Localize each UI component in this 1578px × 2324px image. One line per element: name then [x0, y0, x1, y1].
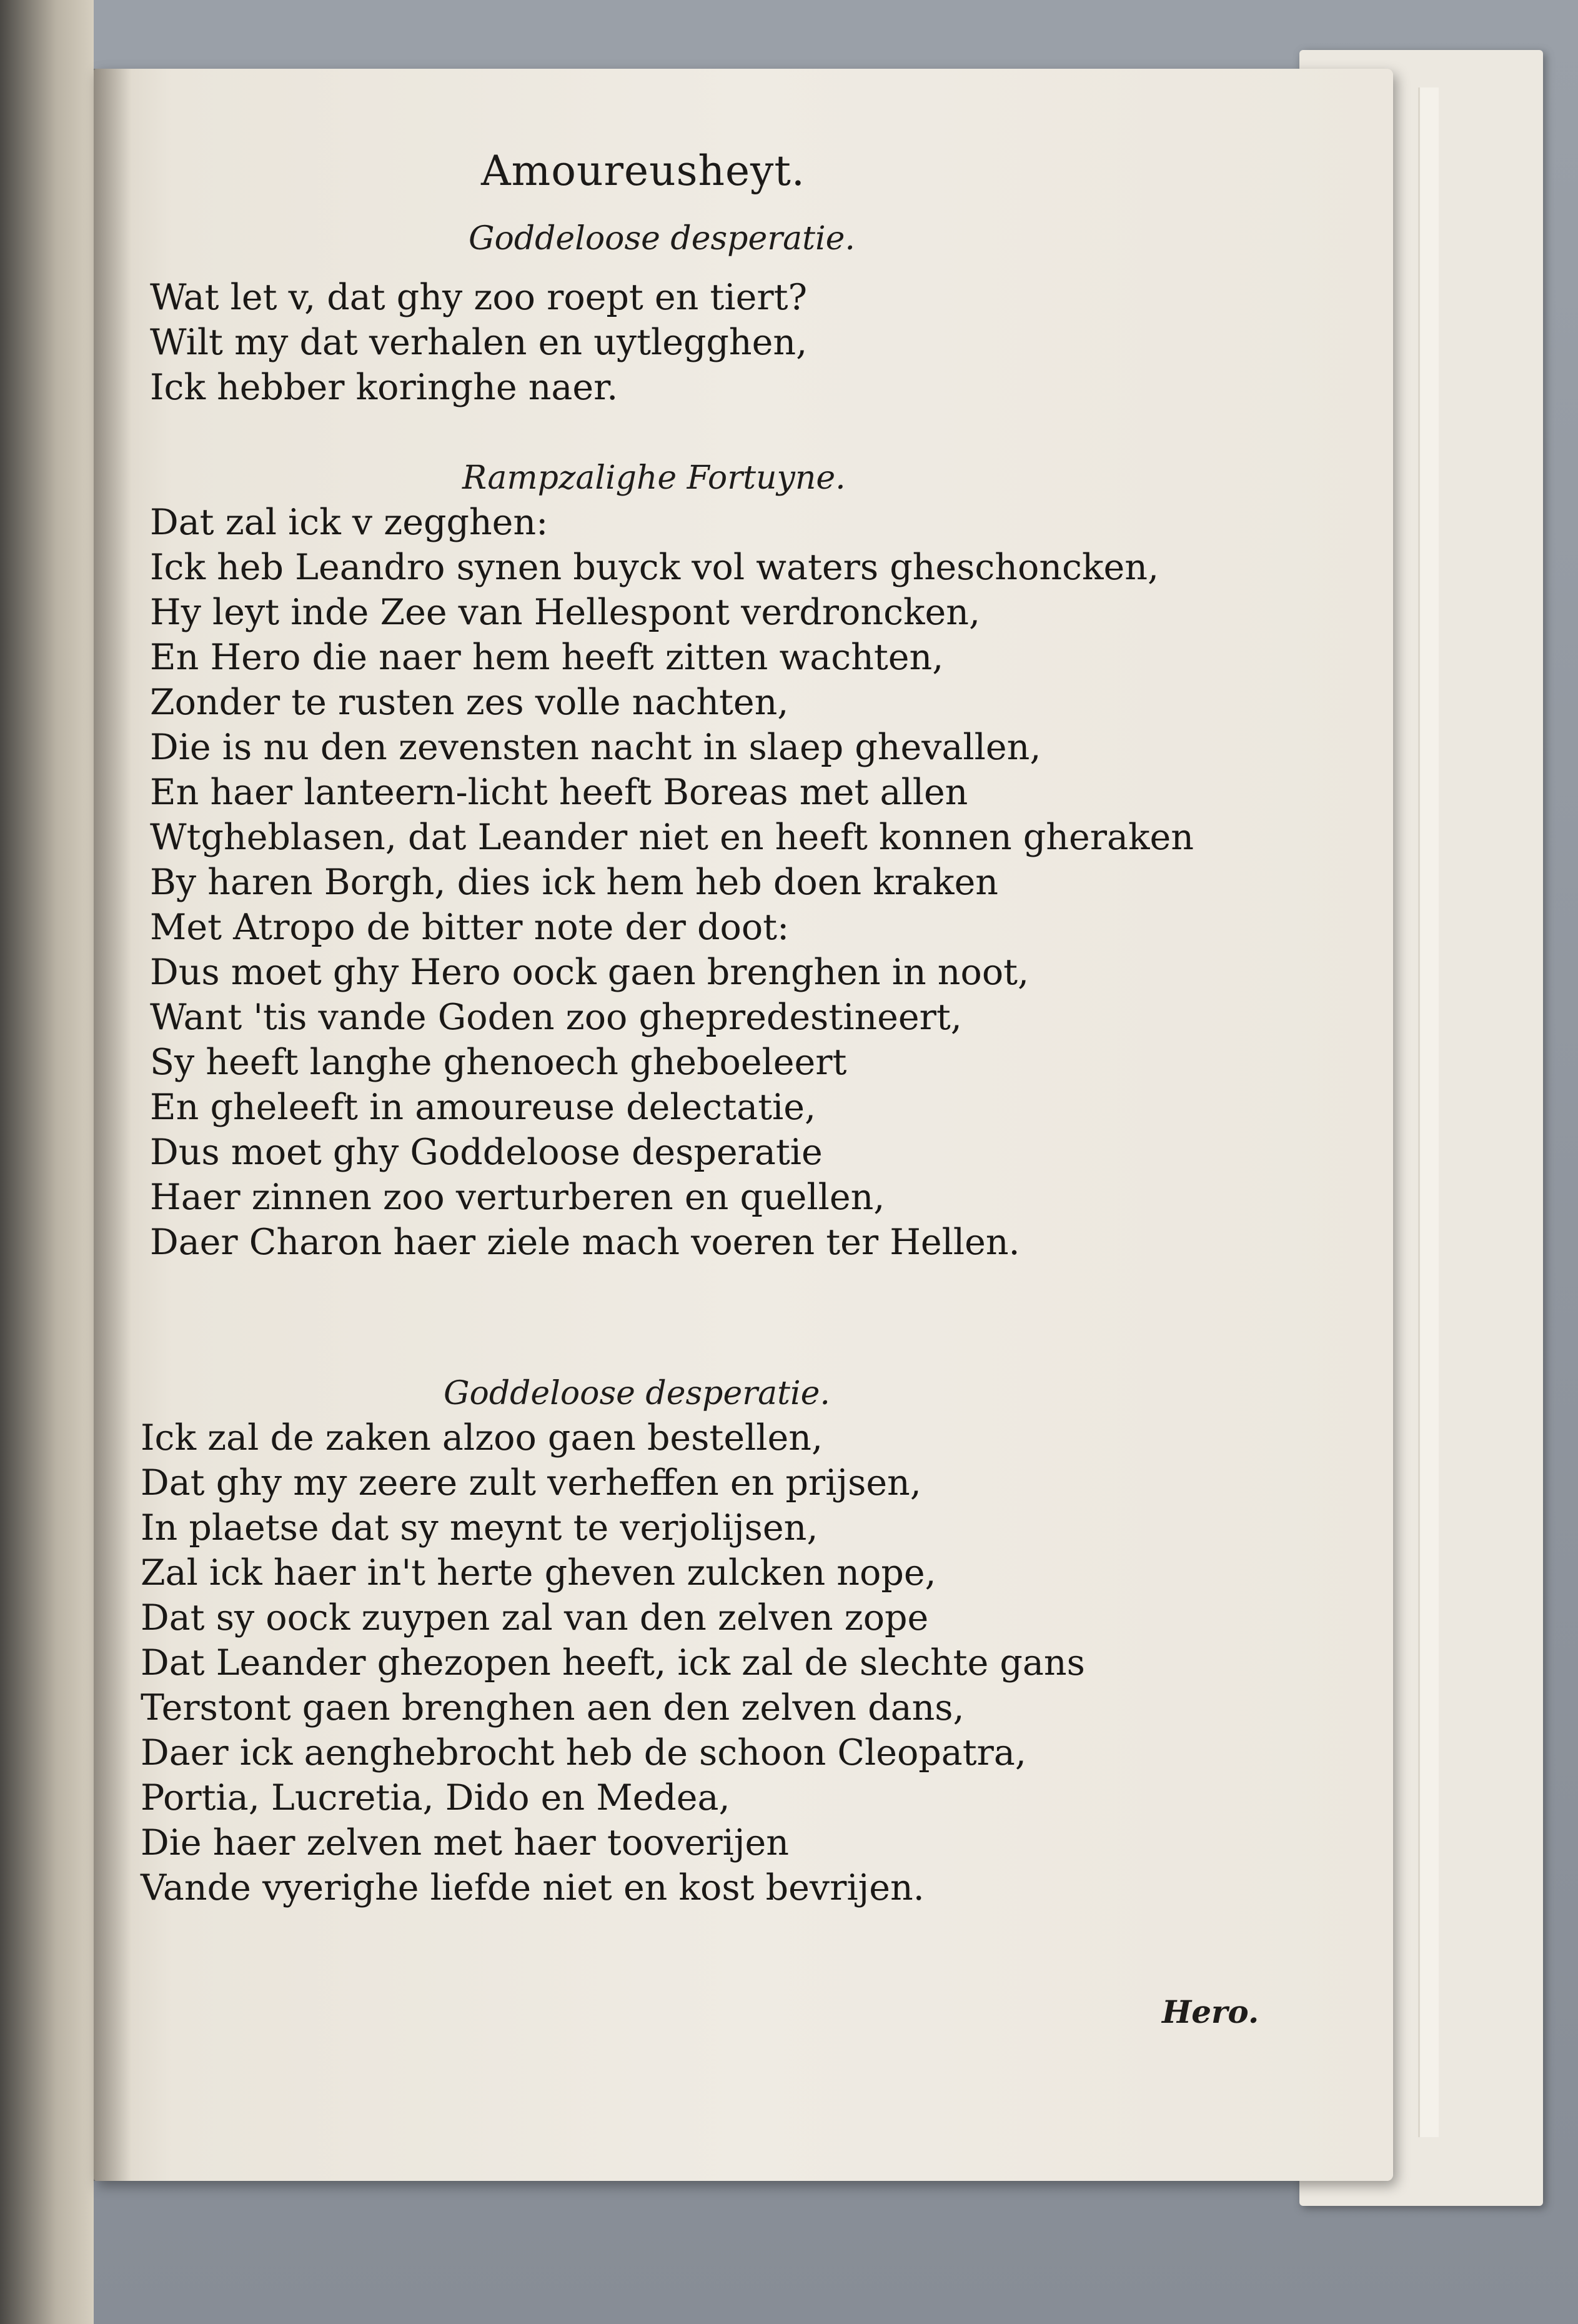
verse-block	[150, 500, 1194, 1265]
verse-line: En gheleeft in amoureuse delectatie,	[150, 1087, 816, 1128]
verse-line: En Hero die naer hem heeft zitten wachten,	[150, 637, 944, 678]
verse-line: Dat zal ick v zegghen:	[150, 502, 548, 543]
verse-line: Hy leyt inde Zee van Hellespont verdroncken,	[150, 592, 981, 633]
verse-line: Portia, Lucretia, Dido en Medea,	[141, 1777, 730, 1818]
verse-line: Wilt my dat verhalen en uytlegghen,	[150, 322, 808, 363]
verse-line: Dat ghy my zeere zult verheffen en prijsen,	[141, 1462, 921, 1504]
verse-line: Vande vyerighe liefde niet en kost bevrijen.	[141, 1867, 925, 1908]
verse-block	[150, 275, 807, 410]
verse-line: Want 'tis vande Goden zoo ghepredestineert,	[150, 997, 962, 1038]
verse-line: Wtgheblasen, dat Leander niet en heeft konnen gheraken	[150, 817, 1194, 858]
verse-line: Sy heeft langhe ghenoech gheboeleert	[150, 1042, 847, 1083]
verse-line: Haer zinnen zoo verturberen en quellen,	[150, 1177, 885, 1218]
verse-block	[141, 1415, 1085, 1910]
verse-line: Daer ick aenghebrocht heb de schoon Cleopatra,	[141, 1732, 1027, 1773]
verse-line: Ick heb Leandro synen buyck vol waters gheschoncken,	[150, 547, 1159, 588]
running-head: Amoureusheyt.	[481, 147, 805, 195]
verse-line: Die haer zelven met haer tooverijen	[141, 1822, 789, 1863]
verse-line: Zonder te rusten zes volle nachten,	[150, 682, 789, 723]
verse-line: Daer Charon haer ziele mach voeren ter Hellen.	[150, 1222, 1020, 1263]
speaker-heading: Goddeloose desperatie.	[469, 220, 855, 257]
gutter-shadow	[94, 69, 131, 2181]
verse-line: Wat let v, dat ghy zoo roept en tiert?	[150, 277, 808, 318]
verse-line: Die is nu den zevensten nacht in slaep ghevallen,	[150, 727, 1041, 768]
facing-page-edge	[0, 0, 94, 2324]
verse-line: In plaetse dat sy meynt te verjolijsen,	[141, 1507, 818, 1549]
catchword: Hero.	[1162, 1993, 1259, 2030]
verse-line: Met Atropo de bitter note der doot:	[150, 907, 790, 948]
verse-line: Dat sy oock zuypen zal van den zelven zope	[141, 1597, 929, 1638]
verse-line: Zal ick haer in't herte gheven zulcken nope,	[141, 1552, 936, 1593]
verse-line: Dus moet ghy Hero oock gaen brenghen in noot,	[150, 952, 1030, 993]
verse-line: By haren Borgh, dies ick hem heb doen kraken	[150, 862, 999, 903]
speaker-heading: Goddeloose desperatie.	[444, 1375, 830, 1412]
verse-line: En haer lanteern-licht heeft Boreas met allen	[150, 772, 968, 813]
verse-line: Ick hebber koringhe naer.	[150, 367, 618, 408]
verse-line: Dat Leander ghezopen heeft, ick zal de slechte gans	[141, 1642, 1085, 1683]
verse-line: Dus moet ghy Goddeloose desperatie	[150, 1132, 823, 1173]
verse-line: Terstont gaen brenghen aen den zelven dans,	[141, 1687, 965, 1728]
verse-line: Ick zal de zaken alzoo gaen bestellen,	[141, 1417, 823, 1459]
speaker-heading: Rampzalighe Fortuyne.	[462, 459, 846, 497]
